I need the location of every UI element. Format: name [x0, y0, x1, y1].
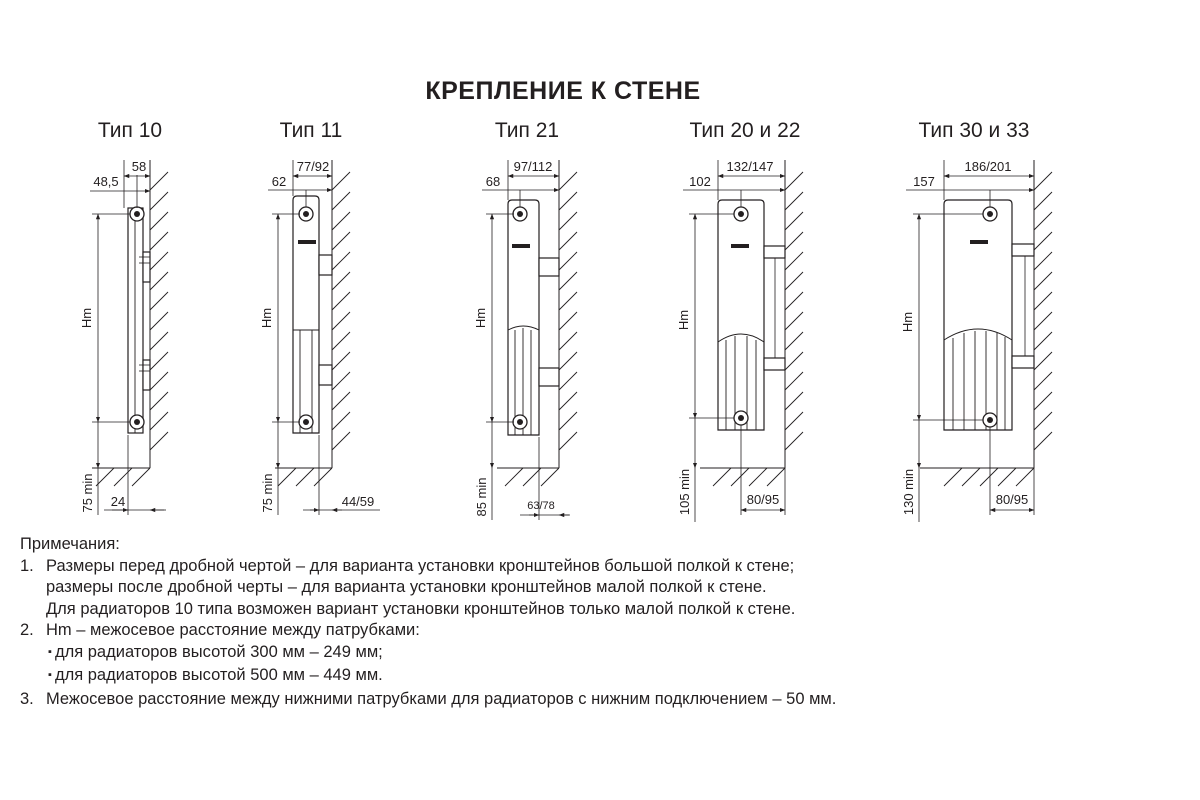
bracket-top [1012, 244, 1034, 256]
notes-section [20, 534, 1180, 710]
type-label: Тип 10 [97, 119, 163, 142]
wall-hatching [150, 172, 168, 450]
bracket-bottom [764, 358, 785, 370]
radiator-body [508, 200, 539, 435]
note-number: 3. [20, 689, 34, 708]
type-label: Тип 30 и 33 [918, 119, 1030, 142]
diagram-type-30-33 [900, 119, 1052, 522]
bracket-top [143, 252, 150, 282]
dim-axis-offset: 62 [271, 174, 287, 189]
dim-min-height: 75 min [260, 473, 275, 513]
pipe-top [130, 207, 144, 221]
pipe-top [734, 207, 748, 221]
bracket-bottom [539, 368, 559, 386]
dim-axis-offset: 48,5 [93, 174, 119, 189]
dim-min-height: 85 min [474, 477, 489, 517]
bracket-bottom [143, 360, 150, 390]
dim-hm: Hm [676, 309, 691, 331]
bracket-bottom [319, 365, 332, 385]
radiator-body [128, 208, 143, 433]
note-text: размеры после дробной черты – для варианта установки кронштейнов малой полкой к стене. [46, 578, 767, 596]
radiator-body [293, 196, 319, 433]
pipe-bottom [130, 415, 144, 429]
dim-axis-offset: 68 [485, 174, 501, 189]
type-label: Тип 11 [279, 119, 343, 142]
diagram-title: КРЕПЛЕНИЕ К СТЕНЕ [425, 77, 701, 105]
wall-hatching [785, 172, 803, 450]
note-number: 1. [20, 556, 34, 575]
note-text: Для радиаторов 10 типа возможен вариант установки кронштейнов только малой полкой к стене. [46, 599, 796, 618]
dim-depth: 132/147 [726, 159, 774, 174]
wall-hatching [1034, 172, 1052, 450]
note-text: Межосевое расстояние между нижними патрубками для радиаторов с нижним подключением – 50 мм. [46, 689, 837, 708]
note-item [20, 689, 1180, 711]
floor-hatching [278, 468, 332, 486]
note-bullet: ▪ для радиаторов высотой 500 мм – 449 мм. [20, 665, 1180, 689]
dim-wall-gap: 24 [110, 494, 126, 509]
brand-logo [970, 240, 988, 244]
wall-hatching [559, 172, 577, 450]
brand-logo [298, 240, 316, 244]
dim-hm: Hm [79, 307, 94, 329]
bracket-top [539, 258, 559, 276]
note-text: Hm – межосевое расстояние между патрубками: [46, 621, 420, 639]
dim-axis-offset: 102 [689, 174, 711, 189]
diagram-type-11 [259, 119, 380, 515]
type-label: Тип 21 [494, 119, 560, 142]
note-text: Размеры перед дробной чертой – для варианта установки кронштейнов большой полкой к стене; [46, 556, 795, 575]
dim-min-height: 130 min [901, 468, 916, 516]
radiator-body [944, 200, 1012, 430]
bracket-top [319, 255, 332, 275]
brand-logo [512, 244, 530, 248]
dim-hm: Hm [259, 307, 274, 329]
dim-hm: Hm [900, 311, 915, 333]
dim-wall-gap: 44/59 [341, 494, 375, 509]
dim-wall-gap: 63/78 [527, 500, 555, 512]
floor-hatching [96, 468, 150, 486]
note-bullet: ▪ для радиаторов высотой 300 мм – 249 мм; [20, 642, 1180, 666]
diagram-type-20-22 [676, 119, 803, 522]
dim-axis-offset: 157 [913, 174, 935, 189]
floor-hatching [713, 468, 785, 486]
diagram-type-21 [473, 119, 577, 520]
pipe-top [513, 207, 527, 221]
notes-heading: Примечания: [20, 535, 120, 553]
note-item [20, 620, 1180, 642]
diagram-type-10 [79, 119, 168, 515]
pipe-bottom [513, 415, 527, 429]
pipe-top [983, 207, 997, 221]
note-number: 2. [20, 621, 34, 639]
pipe-top [299, 207, 313, 221]
dim-depth: 97/112 [513, 159, 553, 174]
dim-pipe-to-wall: 80/95 [746, 492, 780, 507]
dim-hm: Hm [473, 307, 488, 329]
dim-depth: 58 [131, 159, 147, 174]
note-item [20, 556, 1180, 578]
bracket-top [764, 246, 785, 258]
pipe-bottom [734, 411, 748, 425]
brand-logo [731, 244, 749, 248]
type-label: Тип 20 и 22 [689, 119, 801, 142]
bracket-bottom [1012, 356, 1034, 368]
dim-depth: 186/201 [964, 159, 1012, 174]
wall-hatching [332, 172, 350, 450]
dim-min-height: 75 min [80, 473, 95, 513]
floor-hatching [944, 468, 1034, 486]
dim-min-height: 105 min [677, 468, 692, 516]
dim-pipe-to-wall: 80/95 [995, 492, 1029, 507]
radiator-body [718, 200, 764, 430]
floor-hatching [505, 468, 559, 486]
pipe-bottom [299, 415, 313, 429]
dim-depth: 77/92 [296, 159, 330, 174]
pipe-bottom [983, 413, 997, 427]
